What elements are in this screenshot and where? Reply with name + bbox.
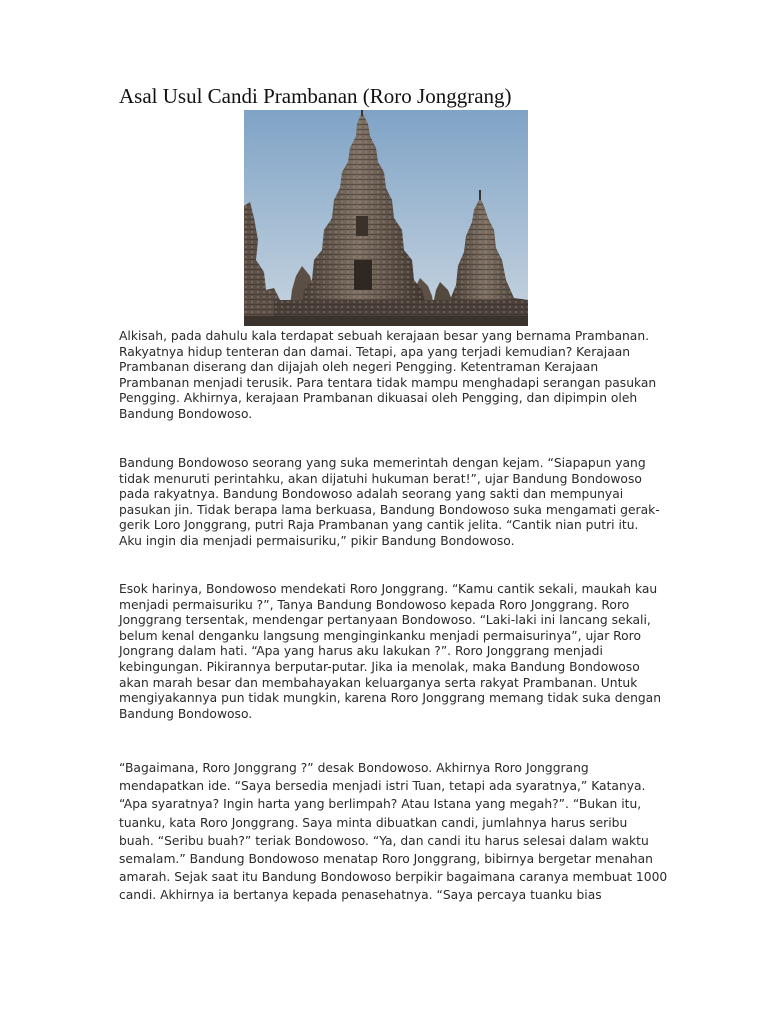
text-line: buah. “Seribu buah?” teriak Bondowoso. “Ya, dan candi itu harus selesai dalam waktu bbox=[119, 833, 649, 848]
text-line: mengiyakannya pun tidak mungkin, karena Roro Jonggrang memang tidak suka dengan bbox=[119, 691, 661, 706]
text-line: candi. Akhirnya ia bertanya kepada penasehatnya. “Saya percaya tuanku bias bbox=[119, 888, 602, 903]
temple-terrace bbox=[244, 300, 528, 326]
prambanan-temple-photo bbox=[244, 110, 528, 326]
text-line: tidak menuruti perintahku, akan dijatuhi hukuman berat!”, ujar Bandung Bondowoso bbox=[119, 471, 642, 486]
paragraph-4 bbox=[119, 759, 668, 905]
text-line: Prambanan diserang dan dijajah oleh negeri Pengging. Ketentraman Kerajaan bbox=[119, 360, 599, 375]
text-line: Alkisah, pada dahulu kala terdapat sebuah kerajaan besar yang bernama Prambanan. bbox=[119, 329, 650, 343]
text-line: Bandung Bondowoso seorang yang suka memerintah dengan kejam. “Siapapun yang bbox=[119, 456, 646, 470]
text-line: tuanku, kata Roro Jonggrang. Saya minta dibuatkan candi, jumlahnya harus seribu bbox=[119, 815, 628, 830]
paragraph-1 bbox=[119, 329, 659, 423]
text-line: amarah. Sejak saat itu Bandung Bondowoso berpikir bagaimana caranya membuat 1000 bbox=[119, 870, 668, 885]
text-line: semalam.” Bandung Bondowoso menatap Roro Jonggrang, bibirnya bergetar menahan bbox=[119, 852, 653, 867]
page-title: Asal Usul Candi Prambanan (Roro Jonggrang) bbox=[119, 84, 512, 108]
paragraph-3 bbox=[119, 582, 659, 722]
text-line: gerik Loro Jonggrang, putri Raja Prambanan yang cantik jelita. “Cantik nian putri itu. bbox=[119, 518, 639, 533]
text-line: Esok harinya, Bondowoso mendekati Roro Jonggrang. “Kamu cantik sekali, maukah kau bbox=[119, 582, 658, 596]
text-line: Aku ingin dia menjadi permaisuriku,” pikir Bandung Bondowoso. bbox=[119, 533, 515, 548]
text-line: Prambanan menjadi terusik. Para tentara tidak mampu menghadapi serangan pasukan bbox=[119, 375, 657, 390]
text-line: Bandung Bondowoso. bbox=[119, 406, 253, 421]
text-line: Bandung Bondowoso. bbox=[119, 706, 253, 721]
text-line: Jonggrang tersentak, mendengar pertanyaan Bondowoso. “Laki-laki ini lancang sekali, bbox=[119, 613, 651, 628]
paragraph-2 bbox=[119, 456, 659, 550]
text-line: Jongrang dalam hati. “Apa yang harus aku lakukan ?”. Roro Jonggrang menjadi bbox=[119, 644, 603, 659]
text-line: pada rakyatnya. Bandung Bondowoso adalah seorang yang sakti dan mempunyai bbox=[119, 487, 624, 502]
text-line: “Bagaimana, Roro Jonggrang ?” desak Bondowoso. Akhirnya Roro Jonggrang bbox=[119, 761, 589, 775]
text-line: menjadi permaisuriku ?”, Tanya Bandung Bondowoso kepada Roro Jonggrang. Roro bbox=[119, 597, 630, 612]
text-line: kebingungan. Pikirannya berputar-putar. Jika ia menolak, maka Bandung Bondowoso bbox=[119, 659, 640, 674]
text-line: pasukan jin. Tidak berapa lama berkuasa, Bandung Bondowoso suka mengamati gerak- bbox=[119, 502, 660, 517]
text-line: Pengging. Akhirnya, kerajaan Prambanan dikuasai oleh Pengging, dan dipimpin oleh bbox=[119, 391, 638, 406]
text-line: belum kenal denganku langsung menginginkanku menjadi permaisurinya”, ujar Roro bbox=[119, 628, 641, 643]
text-line: Rakyatnya hidup tenteran dan damai. Tetapi, apa yang terjadi kemudian? Kerajaan bbox=[119, 344, 631, 359]
text-line: akan marah besar dan membahayakan keluarganya serta rakyat Prambanan. Untuk bbox=[119, 675, 638, 690]
text-line: “Apa syaratnya? Ingin harta yang berlimpah? Atau Istana yang megah?”. “Bukan itu, bbox=[119, 797, 642, 812]
text-line: mendapatkan ide. “Saya bersedia menjadi istri Tuan, tetapi ada syaratnya,” Katanya. bbox=[119, 779, 646, 794]
